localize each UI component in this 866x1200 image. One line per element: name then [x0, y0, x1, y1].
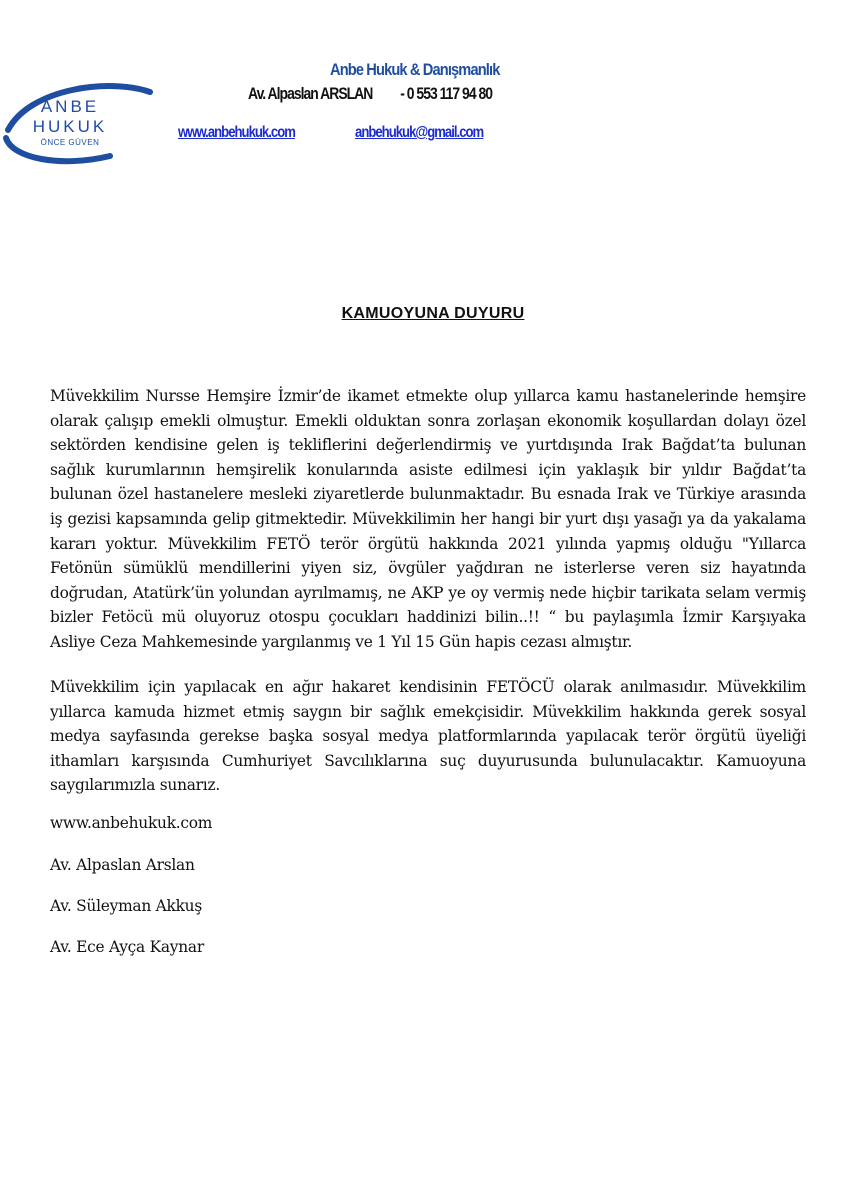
document-title: KAMUOYUNA DUYURU: [341, 305, 525, 322]
signatory-1: Av. Alpaslan Arslan: [50, 856, 195, 874]
header-lawyer-name: Av. Alpaslan ARSLAN: [248, 84, 373, 103]
logo-tagline: ÖNCE GÜVEN: [40, 138, 100, 147]
firm-name: Anbe Hukuk & Danışmanlık: [330, 60, 500, 79]
logo-line2: HUKUK: [32, 117, 108, 136]
header-website-link[interactable]: www.anbehukuk.com: [178, 124, 295, 141]
logo-line1: ANBE: [40, 97, 100, 116]
body-paragraph-2: Müvekkilim için yapılacak en ağır hakaret kendisinin FETÖCÜ olarak anılmasıdır. Müvekkilim yıllarca kamuda hizmet etmiş saygın bir sağlık emekçisidir. Müvekkilim hakkında gerek sosyal medya sayfasında gerekse başka sosyal medya platformlarında yapılacak terör örgütü üyeliği ithamları karşısında Cumhuriyet Savcılıklarına suç duyurusunda bulunulacaktır. Kamuoyuna saygılarımızla sunarız.: [50, 678, 806, 795]
body-paragraph-1: Müvekkilim Nursse Hemşire İzmir’de ikamet etmekte olup yıllarca kamu hastanelerinde hemşire olarak çalışıp emekli olmuştur. Emekli olduktan sonra zorlaşan ekonomik koşullardan dolayı özel sektörden kendisine gelen iş tekliflerini değerlendirmiş ve yurtdışında Irak Bağdat’ta bulunan sağlık kurumlarının hemşirelik konularında asiste edilmesi için yaklaşık bir yıldır Bağdat’ta bulunan özel hastanelere mesleki ziyaretlerde bulunmaktadır. Bu esnada Irak ve Türkiye arasında iş gezisi kapsamında gelip gitmektedir. Müvekkilimin her hangi bir yurt dışı yasağı ya da yakalama kararı yoktur. Müvekkilim FETÖ terör örgütü hakkında 2021 yılında yapmış olduğu "Yıllarca Fetönün sümüklü mendillerini yiyen siz, övgüler yağdıran ne isterlerse veren siz hayatında doğrudan, Atatürk’ün yolundan ayrılmamış, ne AKP ye oy vermiş nede hiçbir tarikata selam vermiş bizler Fetöcü mü oluyoruz otospu çocukları haddinizi bilin..!! “ bu paylaşımla İzmir Karşıyaka Asliye Ceza Mahkemesinde yargılanmış ve 1 Yıl 15 Gün hapis cezası almıştır.: [50, 387, 806, 651]
header-phone: - 0 553 117 94 80: [400, 84, 493, 103]
header-lawyer-line: [248, 84, 492, 104]
signatory-2: Av. Süleyman Akkuş: [50, 897, 202, 915]
footer-website: www.anbehukuk.com: [50, 814, 213, 832]
anbe-hukuk-logo: [0, 70, 180, 170]
header-email-link[interactable]: anbehukuk@gmail.com: [355, 124, 484, 141]
signatory-3: Av. Ece Ayça Kaynar: [50, 938, 204, 956]
